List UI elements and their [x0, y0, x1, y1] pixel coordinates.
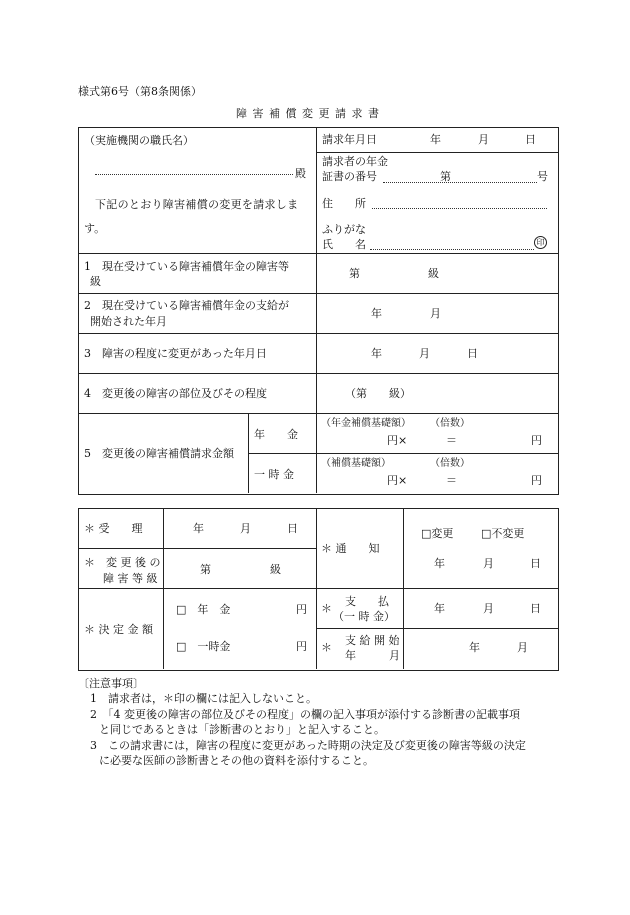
juri-label: ＊ 受 理: [84, 522, 143, 535]
form-number: 様式第6号（第8条関係）: [78, 85, 202, 98]
item3-month: 月: [419, 347, 430, 360]
grade-kyu: 級: [270, 563, 281, 576]
item3-label: 3 障害の程度に変更があった年月日: [84, 347, 267, 360]
nenkin-bai-label: （倍数）: [430, 418, 470, 429]
pension-go: 号: [537, 170, 548, 183]
note-3-cont: に必要な医師の診断書とその他の資料を添付すること。: [99, 754, 374, 767]
kettei-nenkin-yen: 円: [296, 603, 307, 616]
note-3: 3 この請求書には，障害の程度に変更があった時期の決定及び変更後の障害等級の決定: [90, 739, 526, 752]
date-year[interactable]: 年: [430, 133, 441, 146]
grade-label-cont: 障 害 等 級: [103, 572, 158, 585]
fuhenko-checkbox[interactable]: □不変更: [481, 527, 525, 540]
furigana-label: ふりがな: [322, 223, 366, 236]
institution-name-field[interactable]: [95, 174, 293, 175]
page-title: 障 害 補 償 変 更 請 求 書: [236, 107, 380, 120]
kaishi-label-cont: 年 月: [345, 649, 400, 662]
ichiji-bai-label: （倍数）: [430, 458, 470, 469]
tsuchi-day: 日: [530, 557, 541, 570]
item1-label: 1 現在受けている障害補償年金の障害等: [84, 260, 289, 273]
kettei-ichiji-yen: 円: [296, 640, 307, 653]
kettei-label: ＊ 決 定 金 額: [84, 623, 153, 636]
ichiji-yen-x: 円×: [387, 474, 408, 487]
name-field[interactable]: [370, 249, 534, 250]
ichiji-yen: 円: [531, 474, 542, 487]
grade-label: ＊ 変 更 後 の: [84, 556, 161, 569]
nenkin-base-label: （年金補償基礎額）: [321, 418, 411, 429]
kaishi-year: 年: [469, 641, 480, 654]
request-text: 下記のとおり障害補償の変更を請求しま: [95, 198, 299, 211]
nenkin-eq: ＝: [446, 434, 457, 447]
kaishi-label: 支 給 開 始: [345, 634, 400, 647]
request-text-cont: す。: [84, 222, 106, 235]
item4-value: （第 級）: [345, 387, 411, 400]
name-label: 氏 名: [322, 238, 366, 251]
juri-day: 日: [287, 522, 298, 535]
date-month[interactable]: 月: [478, 133, 489, 146]
notes-heading: 〔注意事項〕: [78, 677, 144, 690]
item3-day: 日: [467, 347, 478, 360]
note-2-cont: と同じであるときは「診断書のとおり」と記入すること。: [99, 723, 385, 736]
ichiji-base-label: （補償基礎額）: [321, 458, 391, 469]
shiharai-star: ＊: [321, 602, 332, 615]
shiharai-label-cont: （一 時 金）: [333, 610, 395, 623]
pension-label-2: 証書の番号: [322, 170, 377, 183]
item1-label-cont: 級: [90, 275, 101, 288]
pension-label: 請求者の年金: [322, 155, 388, 168]
nenkin-yen: 円: [531, 434, 542, 447]
shiharai-day: 日: [530, 602, 541, 615]
note-2: 2 「4 変更後の障害の部位及びその程度」の欄の記入事項が添付する診断書の記載事項: [90, 708, 520, 721]
item5-label: 5 変更後の障害補償請求金額: [84, 447, 234, 460]
item2-year: 年: [371, 307, 382, 320]
date-label: 請求年月日: [322, 133, 377, 146]
tsuchi-label: ＊ 通 知: [321, 542, 380, 555]
juri-year: 年: [193, 522, 204, 535]
institution-title-label: （実施機関の職氏名）: [84, 134, 194, 147]
address-field[interactable]: [372, 208, 547, 209]
note-1: 1 請求者は，＊印の欄には記入しないこと。: [90, 692, 317, 705]
nenkin-label: 年 金: [254, 428, 298, 441]
shiharai-month: 月: [483, 602, 494, 615]
date-day[interactable]: 日: [525, 133, 536, 146]
shiharai-year: 年: [434, 602, 445, 615]
pension-number-field[interactable]: [383, 182, 537, 183]
item1-dai: 第: [349, 267, 360, 280]
ichijikin-label: 一 時 金: [254, 468, 294, 481]
nenkin-yen-x: 円×: [387, 434, 408, 447]
ichiji-eq: ＝: [446, 474, 457, 487]
item2-label: 2 現在受けている障害補償年金の支給が: [84, 299, 289, 312]
shiharai-label: 支 払: [345, 595, 389, 608]
juri-month: 月: [240, 522, 251, 535]
grade-dai: 第: [200, 563, 211, 576]
kettei-ichiji[interactable]: □ 一時金: [176, 640, 231, 653]
tsuchi-year: 年: [434, 557, 445, 570]
address-label: 住 所: [322, 197, 366, 210]
tsuchi-month: 月: [483, 557, 494, 570]
item3-year: 年: [371, 347, 382, 360]
kettei-nenkin[interactable]: □ 年 金: [176, 603, 231, 616]
seal-mark: 印: [534, 236, 547, 249]
item2-label-cont: 開始された年月: [90, 315, 167, 328]
item4-label: 4 変更後の障害の部位及びその程度: [84, 387, 267, 400]
pension-dai: 第: [440, 170, 451, 183]
item2-month: 月: [430, 307, 441, 320]
henko-checkbox[interactable]: □変更: [421, 527, 454, 540]
kaishi-star: ＊: [321, 641, 332, 654]
honorific: 殿: [295, 167, 306, 180]
item1-kyu: 級: [428, 267, 439, 280]
kaishi-month: 月: [517, 641, 528, 654]
